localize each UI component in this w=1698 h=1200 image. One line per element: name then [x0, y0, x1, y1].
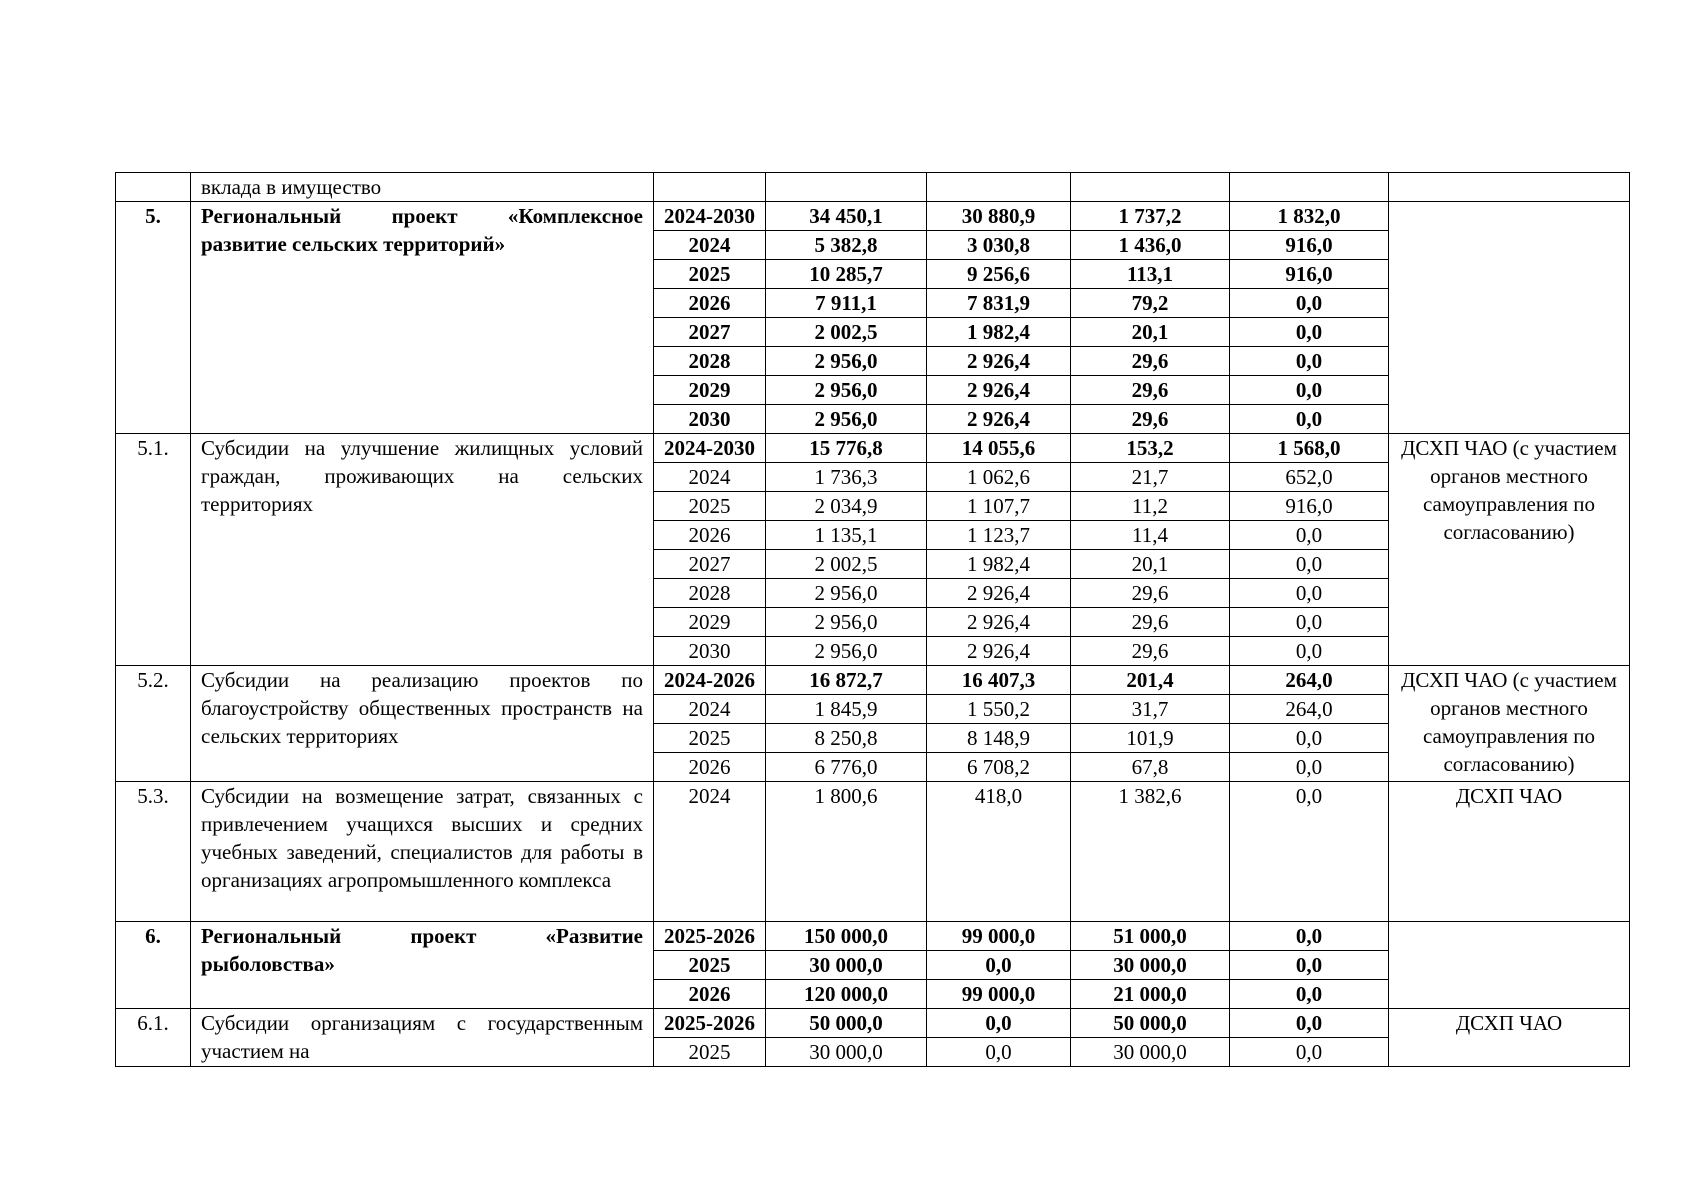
total-cell: 1 736,3 — [766, 463, 927, 492]
total-cell: 2 956,0 — [766, 376, 927, 405]
total-cell: 120 000,0 — [766, 980, 927, 1009]
regional-budget-cell: 30 000,0 — [1071, 1038, 1230, 1067]
total-cell: 7 911,1 — [766, 289, 927, 318]
regional-budget-cell: 29,6 — [1071, 608, 1230, 637]
total-cell: 34 450,1 — [766, 202, 927, 231]
row-number: 5.3. — [116, 782, 191, 922]
federal-budget-cell: 0,0 — [927, 951, 1071, 980]
total-cell: 8 250,8 — [766, 724, 927, 753]
federal-budget-cell: 7 831,9 — [927, 289, 1071, 318]
federal-budget-cell: 1 982,4 — [927, 318, 1071, 347]
period-cell: 2024 — [654, 231, 766, 260]
regional-budget-cell: 1 737,2 — [1071, 202, 1230, 231]
federal-budget-cell: 2 926,4 — [927, 405, 1071, 434]
local-budget-cell: 264,0 — [1230, 666, 1389, 695]
local-budget-cell: 1 568,0 — [1230, 434, 1389, 463]
table-row — [116, 434, 1630, 463]
local-budget-cell: 652,0 — [1230, 463, 1389, 492]
period-cell: 2026 — [654, 980, 766, 1009]
row-number: 5. — [116, 202, 191, 434]
federal-budget-cell: 2 926,4 — [927, 608, 1071, 637]
period-cell: 2024 — [654, 695, 766, 724]
responsible-cell: ДСХП ЧАО (с участием органов местного самоуправления по согласованию) — [1389, 666, 1630, 782]
regional-budget-cell: 11,4 — [1071, 521, 1230, 550]
federal-budget-cell: 0,0 — [927, 1038, 1071, 1067]
federal-budget-cell: 99 000,0 — [927, 922, 1071, 951]
table-row — [116, 1009, 1630, 1038]
local-budget-cell: 0,0 — [1230, 782, 1389, 922]
total-cell: 2 956,0 — [766, 405, 927, 434]
table-row — [116, 666, 1630, 695]
total-cell: 1 135,1 — [766, 521, 927, 550]
local-budget-cell: 264,0 — [1230, 695, 1389, 724]
period-cell: 2025 — [654, 1038, 766, 1067]
local-budget-cell: 916,0 — [1230, 231, 1389, 260]
total-cell: 6 776,0 — [766, 753, 927, 782]
federal-budget-cell: 2 926,4 — [927, 376, 1071, 405]
regional-budget-cell: 11,2 — [1071, 492, 1230, 521]
row-name: Региональный проект «Комплексное развитие сельских территорий» — [191, 202, 654, 434]
regional-budget-cell: 29,6 — [1071, 579, 1230, 608]
responsible-cell: ДСХП ЧАО (с участием органов местного самоуправления по согласованию) — [1389, 434, 1630, 666]
row-number — [116, 173, 191, 202]
period-cell: 2025 — [654, 492, 766, 521]
row-name: Субсидии на реализацию проектов по благоустройству общественных пространств на сельских территориях — [191, 666, 654, 782]
total-cell: 2 956,0 — [766, 347, 927, 376]
regional-budget-cell: 20,1 — [1071, 318, 1230, 347]
responsible-cell — [1389, 173, 1630, 202]
total-cell: 15 776,8 — [766, 434, 927, 463]
period-cell: 2025 — [654, 260, 766, 289]
federal-budget-cell: 14 055,6 — [927, 434, 1071, 463]
period-cell: 2024 — [654, 463, 766, 492]
period-cell: 2029 — [654, 608, 766, 637]
federal-budget-cell: 2 926,4 — [927, 637, 1071, 666]
regional-budget-cell: 21,7 — [1071, 463, 1230, 492]
federal-budget-cell: 0,0 — [927, 1009, 1071, 1038]
row-name: вклада в имущество — [191, 173, 654, 202]
regional-budget-cell: 30 000,0 — [1071, 951, 1230, 980]
local-budget-cell: 0,0 — [1230, 608, 1389, 637]
federal-budget-cell: 3 030,8 — [927, 231, 1071, 260]
local-budget-cell: 0,0 — [1230, 724, 1389, 753]
period-cell: 2026 — [654, 521, 766, 550]
regional-budget-cell: 1 436,0 — [1071, 231, 1230, 260]
total-cell: 2 002,5 — [766, 318, 927, 347]
period-cell: 2024-2030 — [654, 434, 766, 463]
period-cell: 2029 — [654, 376, 766, 405]
regional-budget-cell: 201,4 — [1071, 666, 1230, 695]
federal-budget-cell: 6 708,2 — [927, 753, 1071, 782]
local-budget-cell: 0,0 — [1230, 922, 1389, 951]
federal-budget-cell: 1 123,7 — [927, 521, 1071, 550]
period-cell: 2030 — [654, 405, 766, 434]
period-cell: 2027 — [654, 550, 766, 579]
period-cell: 2025-2026 — [654, 922, 766, 951]
local-budget-cell: 0,0 — [1230, 405, 1389, 434]
local-budget-cell: 0,0 — [1230, 550, 1389, 579]
total-cell: 1 845,9 — [766, 695, 927, 724]
period-cell — [654, 173, 766, 202]
period-cell: 2024 — [654, 782, 766, 922]
local-budget-cell: 0,0 — [1230, 579, 1389, 608]
total-cell: 2 956,0 — [766, 579, 927, 608]
total-cell: 5 382,8 — [766, 231, 927, 260]
total-cell: 1 800,6 — [766, 782, 927, 922]
local-budget-cell: 0,0 — [1230, 637, 1389, 666]
row-number: 5.1. — [116, 434, 191, 666]
responsible-cell — [1389, 202, 1630, 434]
federal-budget-cell — [927, 173, 1071, 202]
regional-budget-cell: 29,6 — [1071, 637, 1230, 666]
period-cell: 2025 — [654, 951, 766, 980]
responsible-cell: ДСХП ЧАО — [1389, 1009, 1630, 1067]
period-cell: 2026 — [654, 289, 766, 318]
local-budget-cell: 0,0 — [1230, 753, 1389, 782]
table-row — [116, 202, 1630, 231]
federal-budget-cell: 1 550,2 — [927, 695, 1071, 724]
total-cell: 30 000,0 — [766, 1038, 927, 1067]
responsible-cell — [1389, 922, 1630, 1009]
local-budget-cell: 916,0 — [1230, 492, 1389, 521]
row-name: Субсидии на возмещение затрат, связанных с привлечением учащихся высших и средних учебных заведений, специалистов для работы в организациях агропромышленного комплекса — [191, 782, 654, 922]
federal-budget-cell: 8 148,9 — [927, 724, 1071, 753]
total-cell: 150 000,0 — [766, 922, 927, 951]
total-cell — [766, 173, 927, 202]
table-row — [116, 922, 1630, 951]
local-budget-cell: 0,0 — [1230, 1009, 1389, 1038]
period-cell: 2025-2026 — [654, 1009, 766, 1038]
regional-budget-cell: 113,1 — [1071, 260, 1230, 289]
regional-budget-cell: 29,6 — [1071, 405, 1230, 434]
regional-budget-cell — [1071, 173, 1230, 202]
regional-budget-cell: 21 000,0 — [1071, 980, 1230, 1009]
regional-budget-cell: 50 000,0 — [1071, 1009, 1230, 1038]
regional-budget-cell: 67,8 — [1071, 753, 1230, 782]
local-budget-cell: 0,0 — [1230, 980, 1389, 1009]
total-cell: 2 956,0 — [766, 608, 927, 637]
regional-budget-cell: 1 382,6 — [1071, 782, 1230, 922]
total-cell: 10 285,7 — [766, 260, 927, 289]
row-number: 5.2. — [116, 666, 191, 782]
period-cell: 2025 — [654, 724, 766, 753]
row-name: Региональный проект «Развитие рыболовства» — [191, 922, 654, 1009]
local-budget-cell: 0,0 — [1230, 347, 1389, 376]
regional-budget-cell: 29,6 — [1071, 376, 1230, 405]
federal-budget-cell: 1 982,4 — [927, 550, 1071, 579]
row-name: Субсидии на улучшение жилищных условий граждан, проживающих на сельских территориях — [191, 434, 654, 666]
responsible-cell: ДСХП ЧАО — [1389, 782, 1630, 922]
row-number: 6. — [116, 922, 191, 1009]
regional-budget-cell: 79,2 — [1071, 289, 1230, 318]
local-budget-cell: 0,0 — [1230, 376, 1389, 405]
period-cell: 2024-2030 — [654, 202, 766, 231]
row-name: Субсидии организациям с государственным участием на — [191, 1009, 654, 1067]
total-cell: 50 000,0 — [766, 1009, 927, 1038]
local-budget-cell: 0,0 — [1230, 951, 1389, 980]
regional-budget-cell: 29,6 — [1071, 347, 1230, 376]
local-budget-cell: 0,0 — [1230, 289, 1389, 318]
regional-budget-cell: 51 000,0 — [1071, 922, 1230, 951]
period-cell: 2028 — [654, 347, 766, 376]
local-budget-cell: 916,0 — [1230, 260, 1389, 289]
federal-budget-cell: 1 062,6 — [927, 463, 1071, 492]
period-cell: 2028 — [654, 579, 766, 608]
row-number: 6.1. — [116, 1009, 191, 1067]
period-cell: 2027 — [654, 318, 766, 347]
local-budget-cell: 0,0 — [1230, 318, 1389, 347]
total-cell: 16 872,7 — [766, 666, 927, 695]
period-cell: 2030 — [654, 637, 766, 666]
table-row — [116, 782, 1630, 922]
total-cell: 2 034,9 — [766, 492, 927, 521]
total-cell: 30 000,0 — [766, 951, 927, 980]
regional-budget-cell: 31,7 — [1071, 695, 1230, 724]
federal-budget-cell: 2 926,4 — [927, 579, 1071, 608]
federal-budget-cell: 16 407,3 — [927, 666, 1071, 695]
regional-budget-cell: 20,1 — [1071, 550, 1230, 579]
local-budget-cell: 0,0 — [1230, 521, 1389, 550]
federal-budget-cell: 30 880,9 — [927, 202, 1071, 231]
total-cell: 2 956,0 — [766, 637, 927, 666]
federal-budget-cell: 418,0 — [927, 782, 1071, 922]
local-budget-cell — [1230, 173, 1389, 202]
table-row — [116, 173, 1630, 202]
federal-budget-cell: 1 107,7 — [927, 492, 1071, 521]
federal-budget-cell: 9 256,6 — [927, 260, 1071, 289]
budget-table — [115, 172, 1630, 1067]
total-cell: 2 002,5 — [766, 550, 927, 579]
period-cell: 2026 — [654, 753, 766, 782]
federal-budget-cell: 2 926,4 — [927, 347, 1071, 376]
local-budget-cell: 0,0 — [1230, 1038, 1389, 1067]
federal-budget-cell: 99 000,0 — [927, 980, 1071, 1009]
local-budget-cell: 1 832,0 — [1230, 202, 1389, 231]
period-cell: 2024-2026 — [654, 666, 766, 695]
regional-budget-cell: 153,2 — [1071, 434, 1230, 463]
regional-budget-cell: 101,9 — [1071, 724, 1230, 753]
